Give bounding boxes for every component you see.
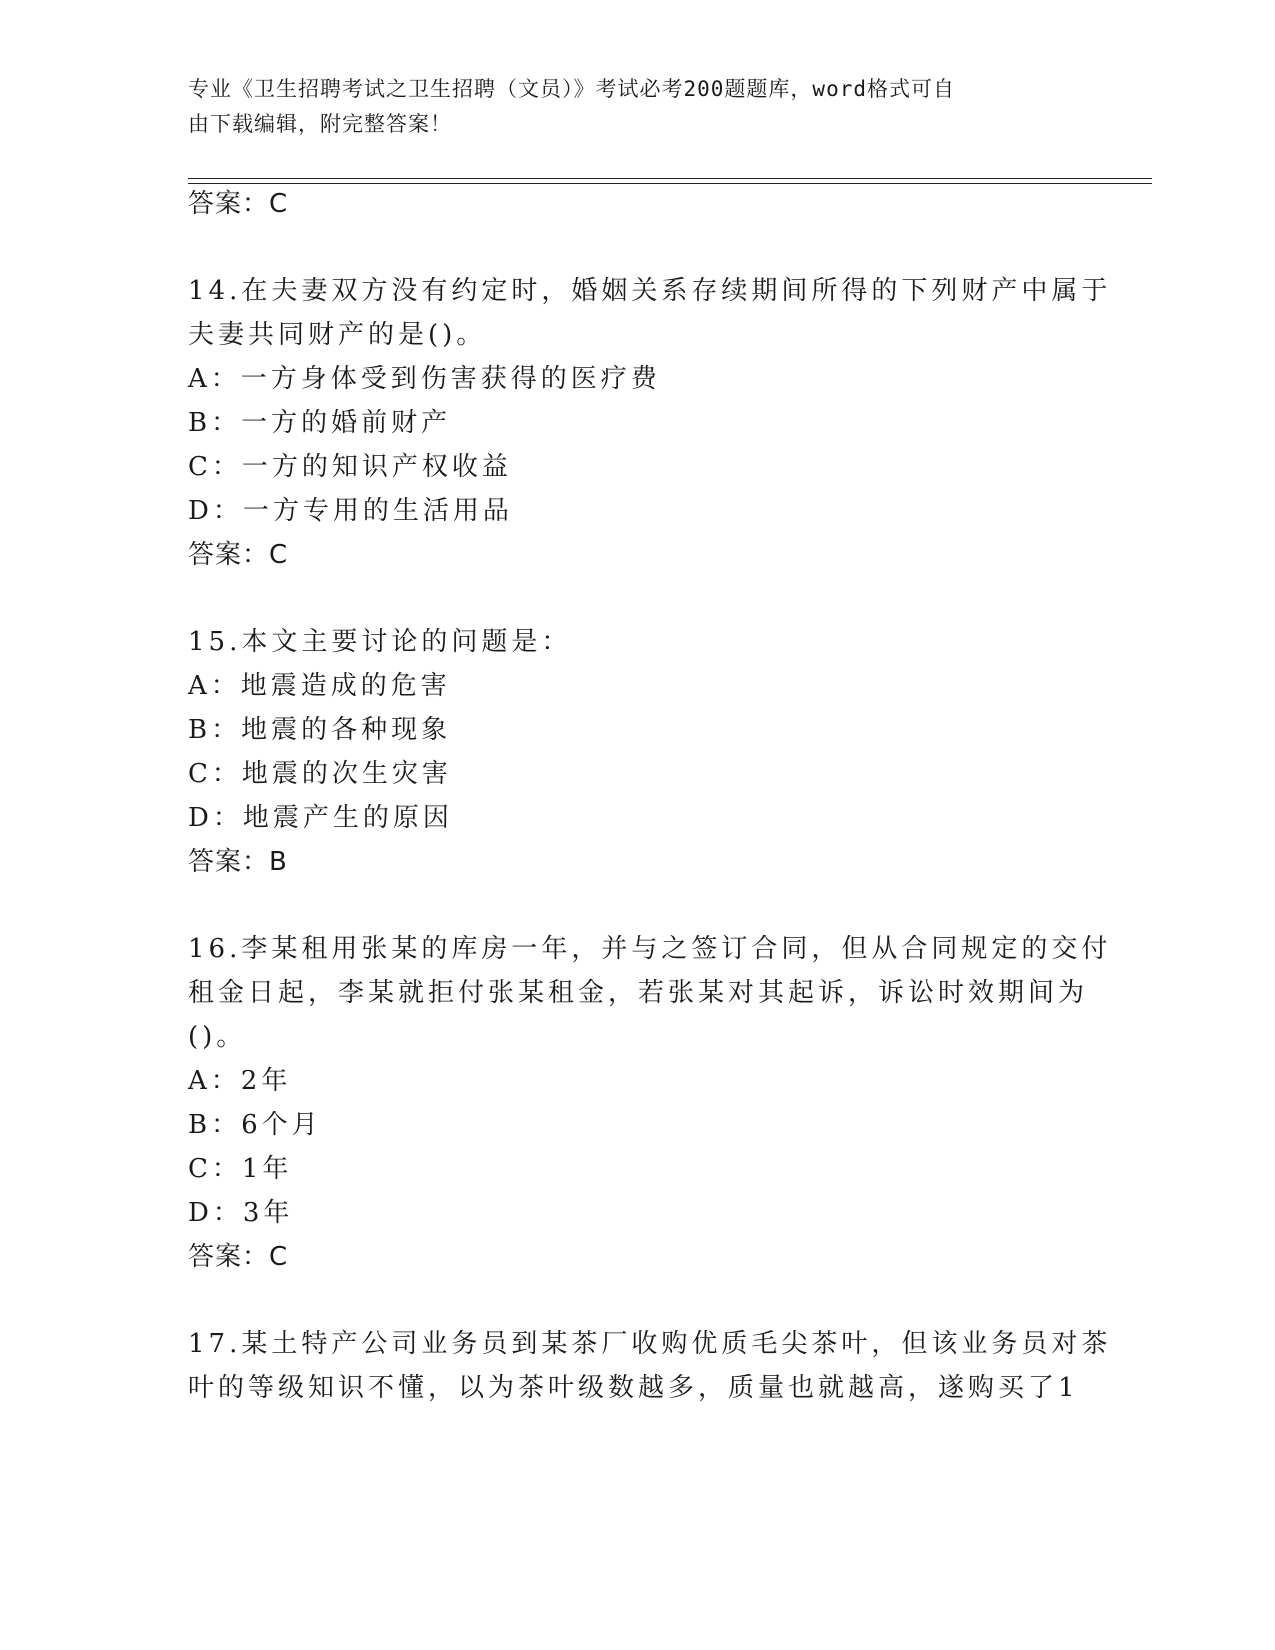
question-15-option-d: D：地震产生的原因 (188, 803, 453, 833)
question-14-option-c: C：一方的知识产权收益 (188, 452, 512, 482)
question-15-option-c: C：地震的次生灾害 (188, 759, 452, 789)
question-16-stem-line-2: 租金日起，李某就拒付张某租金，若张某对其起诉，诉讼时效期间为 (188, 978, 1089, 1008)
question-15-option-a: A：地震造成的危害 (188, 671, 451, 701)
question-14-stem-line-2: 夫妻共同财产的是()。 (188, 320, 487, 350)
question-16-stem-line-1: 16.李某租用张某的库房一年，并与之签订合同，但从合同规定的交付 (188, 934, 1112, 964)
header-rule-bottom (188, 183, 1152, 184)
header-line-2: 由下载编辑，附完整答案！ (188, 112, 452, 136)
question-16-stem-line-3: ()。 (188, 1022, 247, 1052)
question-17-stem-line-1: 17.某土特产公司业务员到某茶厂收购优质毛尖茶叶，但该业务员对茶 (188, 1329, 1112, 1359)
question-16-option-a: A：2年 (188, 1066, 292, 1096)
question-14-option-a: A：一方身体受到伤害获得的医疗费 (188, 364, 661, 394)
question-16-option-c: C：1年 (188, 1154, 293, 1184)
question-15-stem-line-1: 15.本文主要讨论的问题是： (188, 627, 572, 657)
question-16-option-b: B：6个月 (188, 1110, 322, 1140)
question-14-option-b: B：一方的婚前财产 (188, 408, 452, 438)
question-14-stem-line-1: 14.在夫妻双方没有约定时，婚姻关系存续期间所得的下列财产中属于 (188, 276, 1112, 306)
question-17-stem-line-2: 叶的等级知识不懂，以为茶叶级数越多，质量也就越高，遂购买了1 (188, 1373, 1079, 1403)
question-15-answer: 答案：B (188, 847, 288, 877)
previous-answer: 答案：C (188, 189, 289, 219)
question-14-option-d: D：一方专用的生活用品 (188, 496, 513, 526)
question-15-option-b: B：地震的各种现象 (188, 715, 452, 745)
header-line-1: 专业《卫生招聘考试之卫生招聘（文员）》考试必考200题题库，word格式可自 (188, 77, 955, 101)
question-14-answer: 答案：C (188, 540, 289, 570)
header-rule-top (188, 178, 1152, 179)
question-16-option-d: D：3年 (188, 1198, 294, 1228)
document-header (188, 72, 1068, 142)
question-16-answer: 答案：C (188, 1242, 289, 1272)
